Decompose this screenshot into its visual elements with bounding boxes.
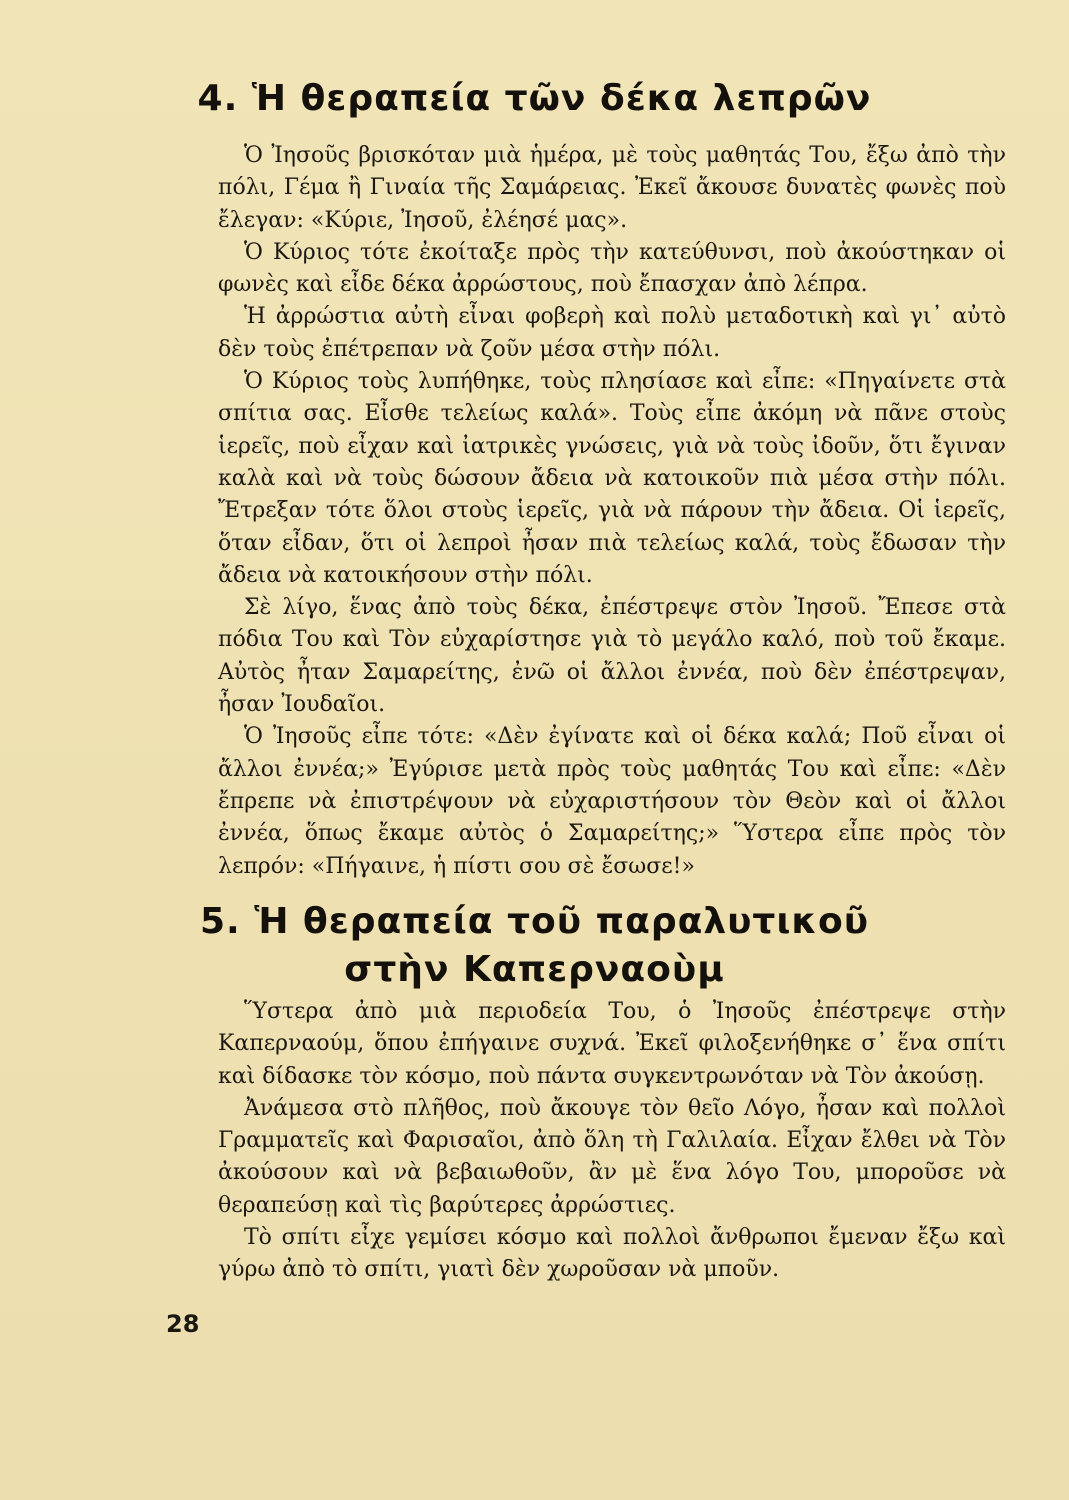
paragraph: Ἡ ἀρρώστια αὐτὴ εἶναι φοβερὴ καὶ πολὺ μεταδοτικὴ καὶ γι᾿ αὐτὸ δὲν τοὺς ἐπέτρεπαν νὰ ζοῦν μέσα στὴν πόλι. [218,304,1006,362]
paragraph: Τὸ σπίτι εἶχε γεμίσει κόσμο καὶ πολλοὶ ἄνθρωποι ἔμεναν ἔξω καὶ γύρω ἀπὸ τὸ σπίτι, γιατὶ δὲν χωροῦσαν νὰ μποῦν. [218,1225,1006,1283]
section-5-title-line2: στὴν Καπερναοὺμ [344,949,725,990]
section-5-body [218,996,1006,1287]
paragraph: Ὕστερα ἀπὸ μιὰ περιοδεία Του, ὁ Ἰησοῦς ἐπέστρεψε στὴν Καπερναούμ, ὅπου ἐπήγαινε συχνά. Ἐκεῖ φιλοξενήθηκε σ᾿ ἕνα σπίτι καὶ δίδασκε τὸν κόσμο, ποὺ πάντα συγκεντρωνόταν νὰ Τὸν ἀκούσῃ. [218,999,1006,1089]
paragraph: Ἀνάμεσα στὸ πλῆθος, ποὺ ἄκουγε τὸν θεῖο Λόγο, ἦσαν καὶ πολλοὶ Γραμματεῖς καὶ Φαρισαῖοι, ἀπὸ ὅλη τὴ Γαλιλαία. Εἶχαν ἔλθει νὰ Τὸν ἀκούσουν καὶ νὰ βεβαιωθοῦν, ἂν μὲ ἕνα λόγο Του, μποροῦσε νὰ θεραπεύσῃ καὶ τὶς βαρύτερες ἀρρώστιες. [218,1095,1006,1218]
section-4-title: 4. Ἡ θεραπεία τῶν δέκα λεπρῶν [197,78,872,119]
paragraph: Ὁ Ἰησοῦς βρισκόταν μιὰ ἡμέρα, μὲ τοὺς μαθητάς Του, ἔξω ἀπὸ τὴν πόλι, Γέμα ἢ Γιναία τῆς Σαμάρειας. Ἐκεῖ ἄκουσε δυνατὲς φωνὲς ποὺ ἔλεγαν: «Κύριε, Ἰησοῦ, ἐλέησέ μας». [218,143,1006,233]
section-4-body [218,140,1006,883]
page-number: 28 [166,1310,200,1338]
section-5-title [0,898,1069,994]
paragraph: Σὲ λίγο, ἕνας ἀπὸ τοὺς δέκα, ἐπέστρεψε στὸν Ἰησοῦ. Ἔπεσε στὰ πόδια Του καὶ Τὸν εὐχαρίστησε γιὰ τὸ μεγάλο καλό, ποὺ τοῦ ἔκαμε. Αὐτὸς ἦταν Σαμαρείτης, ἐνῶ οἱ ἄλλοι ἐννέα, ποὺ δὲν ἐπέστρεψαν, ἦσαν Ἰουδαῖοι. [218,595,1006,718]
section-5-title-line1: 5. Ἡ θεραπεία τοῦ παραλυτικοῦ [199,901,870,942]
paragraph: Ὁ Ἰησοῦς εἶπε τότε: «Δὲν ἐγίνατε καὶ οἱ δέκα καλά; Ποῦ εἶναι οἱ ἄλλοι ἐννέα;» Ἐγύρισε μετὰ πρὸς τοὺς μαθητάς Του καὶ εἶπε: «Δὲν ἔπρεπε νὰ ἐπιστρέψουν νὰ εὐχαριστήσουν τὸν Θεὸν καὶ οἱ ἄλλοι ἐννέα, ὅπως ἔκαμε αὐτὸς ὁ Σαμαρείτης;» Ὕστερα εἶπε πρὸς τὸν λεπρόν: «Πήγαινε, ἡ πίστι σου σὲ ἔσωσε!» [218,724,1006,879]
paragraph: Ὁ Κύριος τοὺς λυπήθηκε, τοὺς πλησίασε καὶ εἶπε: «Πηγαίνετε στὰ σπίτια σας. Εἶσθε τελείως καλά». Τοὺς εἶπε ἀκόμη νὰ πᾶνε στοὺς ἱερεῖς, ποὺ εἶχαν καὶ ἰατρικὲς γνώσεις, γιὰ νὰ τοὺς ἰδοῦν, ὅτι ἔγιναν καλὰ καὶ νὰ τοὺς δώσουν ἄδεια νὰ κατοικοῦν πιὰ μέσα στὴν πόλι. Ἔτρεξαν τότε ὅλοι στοὺς ἱερεῖς, γιὰ νὰ πάρουν τὴν ἄδεια. Οἱ ἱερεῖς, ὅταν εἶδαν, ὅτι οἱ λεπροὶ ἦσαν πιὰ τελείως καλά, τοὺς ἔδωσαν τὴν ἄδεια νὰ κατοικήσουν στὴν πόλι. [218,369,1006,588]
paragraph: Ὁ Κύριος τότε ἐκοίταξε πρὸς τὴν κατεύθυνσι, ποὺ ἀκούστηκαν οἱ φωνὲς καὶ εἶδε δέκα ἀρρώστους, ποὺ ἔπασχαν ἀπὸ λέπρα. [218,239,1006,298]
